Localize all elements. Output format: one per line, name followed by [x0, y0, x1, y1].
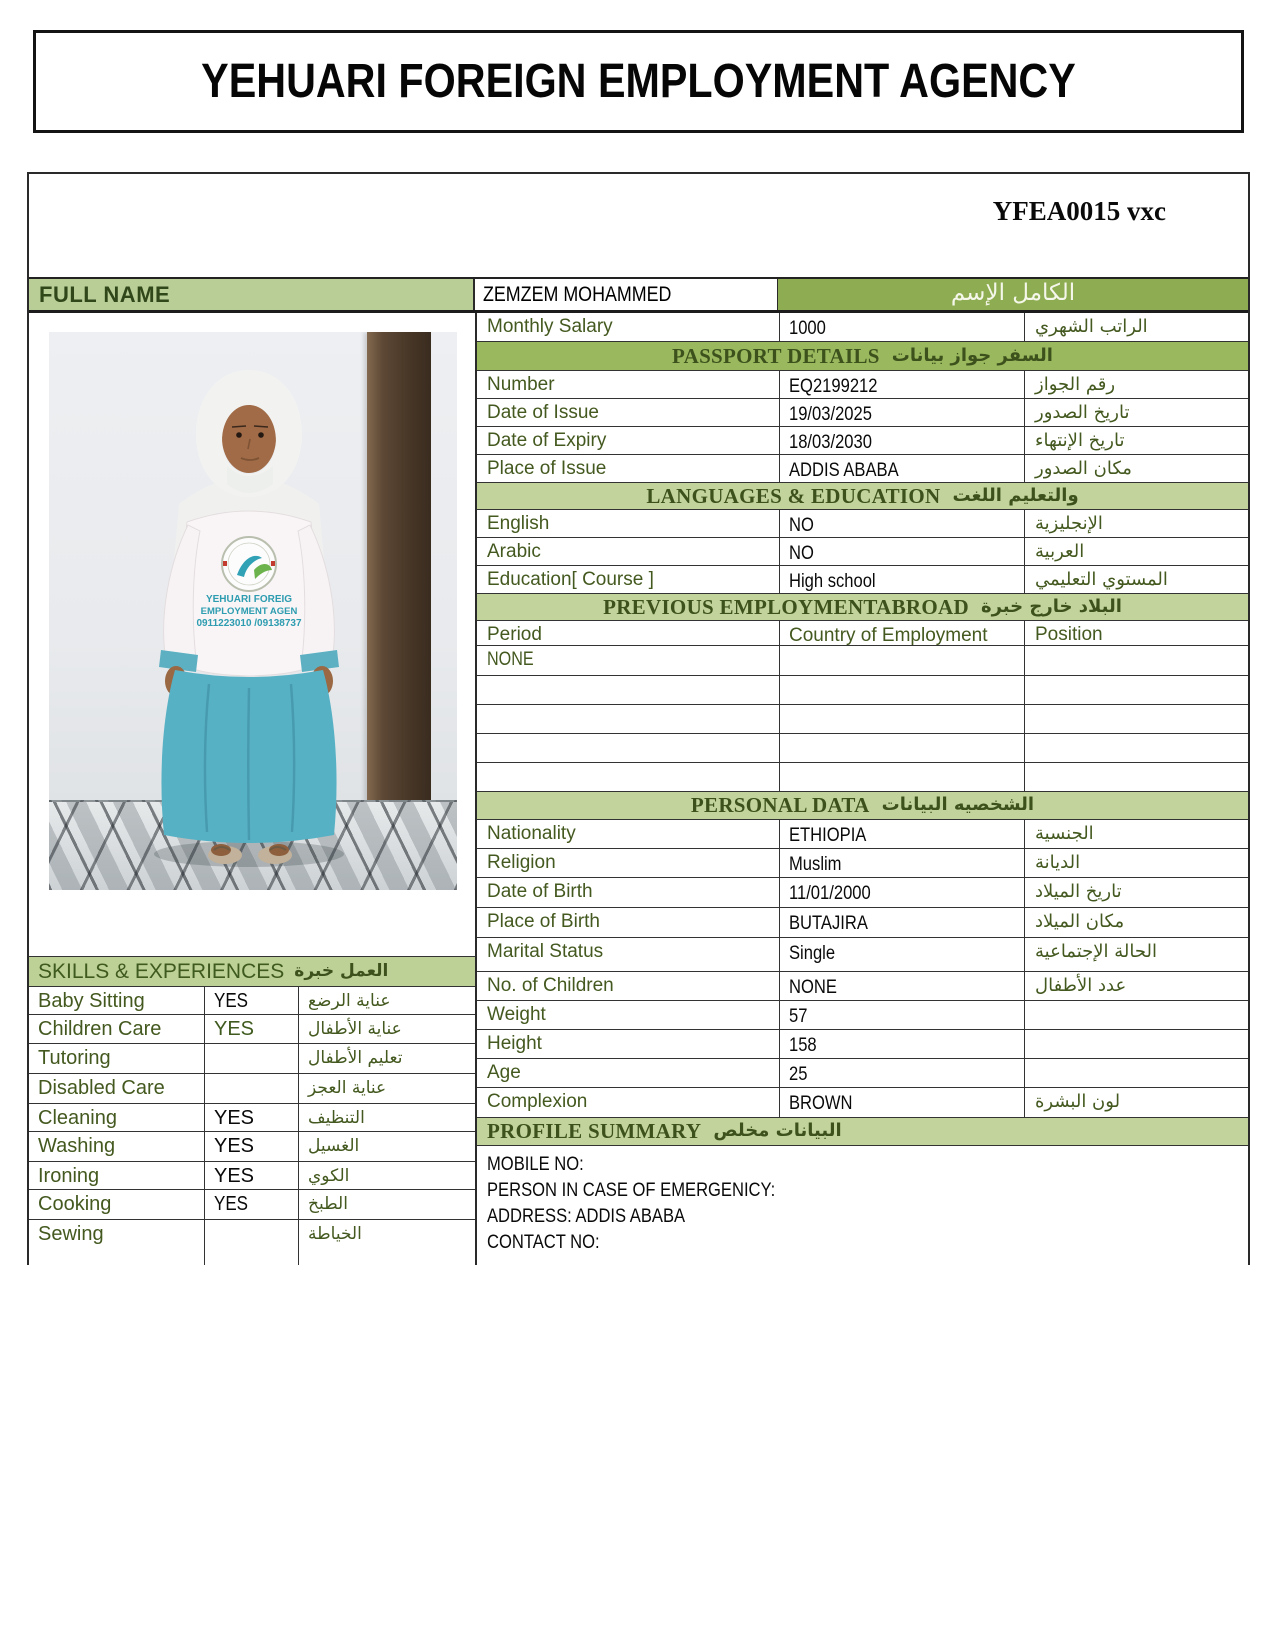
- section-title-arabic: البلاد خارج خبرة: [980, 595, 1122, 617]
- field-label: Height: [477, 1030, 780, 1058]
- field-label-arabic: [1025, 1059, 1248, 1090]
- section-title: LANGUAGES & EDUCATION: [646, 483, 941, 508]
- full-name-row: [29, 279, 1248, 313]
- field-value-cell: [780, 1088, 1025, 1117]
- section-title-arabic: البيانات مخلص: [713, 1120, 842, 1141]
- skill-value-cell: [205, 1104, 299, 1131]
- candidate-figure: [49, 332, 457, 890]
- profile-line-wrap: [487, 1229, 1248, 1255]
- field-label: Marital Status: [477, 938, 780, 971]
- skill-value-cell: [205, 1044, 299, 1073]
- profile-line: MOBILE NO:: [487, 1153, 584, 1175]
- skill-row-cooking: [29, 1190, 475, 1220]
- employment-row: [477, 646, 1248, 676]
- cell: [477, 646, 780, 675]
- skill-row-children-care: [29, 1015, 475, 1044]
- section-title-arabic: الشخصيه البيانات: [881, 794, 1035, 815]
- skill-label-arabic: تعليم الأطفال: [308, 1048, 403, 1068]
- skill-value: YES: [214, 1135, 255, 1157]
- field-value: ETHIOPIA: [789, 824, 867, 846]
- employment-row: [477, 705, 1248, 734]
- skills-section-header: [29, 957, 475, 987]
- field-label-arabic: [1025, 1001, 1248, 1032]
- field-label-arabic: الإنجليزية: [1035, 513, 1103, 534]
- cell: [780, 646, 1025, 675]
- profile-line: PERSON IN CASE OF EMERGENICY:: [487, 1179, 776, 1201]
- skill-label-arabic: الغسيل: [308, 1136, 360, 1156]
- row-arabic: [477, 538, 1248, 566]
- row-english: [477, 510, 1248, 538]
- left-eye: [236, 432, 242, 438]
- field-value: NO: [789, 514, 814, 536]
- cell: [1025, 763, 1248, 794]
- field-value: NO: [789, 542, 814, 564]
- full-name-value-cell: [475, 279, 778, 310]
- skill-value: YES: [214, 1107, 255, 1129]
- skill-value-cell: [205, 1220, 299, 1265]
- skills-header-text: SKILLS & EXPERIENCES: [38, 959, 285, 983]
- profile-line: ADDRESS: ADDIS ABABA: [487, 1205, 686, 1227]
- field-value-cell: [780, 313, 1025, 341]
- floor-shadow: [154, 841, 344, 867]
- column-header: Country of Employment: [789, 625, 988, 646]
- cell: [477, 705, 780, 733]
- skill-label-arabic: عناية العجز: [308, 1078, 387, 1098]
- field-value-cell: [780, 371, 1025, 398]
- field-value-cell: [780, 538, 1025, 565]
- skill-label: Baby Sitting: [29, 987, 205, 1014]
- shirt-text-line1: YEHUARI FOREIG: [205, 594, 293, 605]
- field-value-cell: [780, 566, 1025, 593]
- field-label: Date of Birth: [477, 878, 780, 907]
- skill-value-cell: [205, 1162, 299, 1189]
- field-value-cell: [780, 1030, 1025, 1058]
- skill-value-cell: [205, 1132, 299, 1161]
- field-value: Single: [789, 942, 836, 964]
- cell: [477, 676, 780, 704]
- field-value-cell: [780, 878, 1025, 907]
- section-title: PERSONAL DATA: [690, 793, 870, 817]
- cell: [1025, 705, 1248, 736]
- skill-label: Disabled Care: [29, 1074, 205, 1103]
- field-label-arabic: العربية: [1035, 541, 1085, 562]
- section-languages-education: [477, 483, 1248, 510]
- skill-label-arabic: عناية الأطفال: [308, 1019, 402, 1039]
- field-value-cell: [780, 938, 1025, 971]
- row-marital-status: [477, 938, 1248, 972]
- field-value-cell: [780, 972, 1025, 1000]
- skill-value-cell: [205, 1015, 299, 1043]
- row-monthly-salary: [477, 313, 1248, 342]
- field-label-arabic: الحالة الإجتماعية: [1035, 941, 1157, 962]
- full-name-label-arabic: الكامل الإسم: [778, 279, 1248, 310]
- field-label: Arabic: [477, 538, 780, 565]
- section-previous-employmentabroad: [477, 594, 1248, 621]
- details-table: [477, 313, 1248, 1265]
- field-value-cell: [780, 849, 1025, 877]
- field-label: Nationality: [477, 820, 780, 848]
- field-value: 57: [789, 1005, 808, 1027]
- field-label: Monthly Salary: [477, 313, 780, 341]
- field-label-arabic: الديانة: [1035, 852, 1081, 873]
- section-title: PROFILE SUMMARY: [487, 1119, 702, 1143]
- section-profile-summary: [477, 1118, 1248, 1146]
- skill-row-tutoring: [29, 1044, 475, 1074]
- candidate-photo: [49, 332, 457, 890]
- employment-row: [477, 734, 1248, 763]
- field-value-cell: [780, 1001, 1025, 1029]
- section-title-arabic: والتعليم اللغت: [952, 484, 1079, 506]
- cell: [780, 705, 1025, 733]
- skill-label: Ironing: [29, 1162, 205, 1189]
- right-eye: [258, 432, 264, 438]
- section-passport-details: [477, 342, 1248, 371]
- profile-line-wrap: [487, 1177, 1248, 1203]
- skill-row-washing: [29, 1132, 475, 1162]
- field-label-arabic: رقم الجواز: [1035, 374, 1116, 395]
- skill-label-arabic: التنظيف: [308, 1108, 365, 1128]
- full-name-text: ZEMZEM MOHAMMED: [483, 283, 672, 306]
- skill-row-sewing: [29, 1220, 475, 1265]
- row-education-course: [477, 566, 1248, 594]
- skill-row-ironing: [29, 1162, 475, 1190]
- cv-sheet: [27, 172, 1250, 1265]
- skill-value: YES: [214, 1193, 249, 1215]
- field-label-arabic: الراتب الشهري: [1035, 316, 1148, 337]
- skill-value: YES: [214, 990, 249, 1012]
- skill-value-cell: [205, 1074, 299, 1103]
- cv-table: [29, 277, 1248, 1265]
- skill-label: Children Care: [29, 1015, 205, 1043]
- field-label: Place of Birth: [477, 908, 780, 937]
- field-value: 19/03/2025: [789, 403, 872, 425]
- field-label: Weight: [477, 1001, 780, 1029]
- field-value: High school: [789, 570, 876, 592]
- cell: [1025, 676, 1248, 707]
- skill-value: YES: [214, 1165, 255, 1187]
- row-nationality: [477, 820, 1248, 849]
- field-label-arabic: تاريخ الميلاد: [1035, 881, 1122, 902]
- field-label: Age: [477, 1059, 780, 1087]
- row-weight: [477, 1001, 1248, 1030]
- skill-row-cleaning: [29, 1104, 475, 1132]
- skill-label-arabic: الخياطة: [308, 1224, 362, 1244]
- row-date-of-expiry: [477, 427, 1248, 455]
- row-no-of-children: [477, 972, 1248, 1001]
- row-number: [477, 371, 1248, 399]
- section-personal-data: [477, 792, 1248, 820]
- cell: [780, 763, 1025, 791]
- cell: [780, 734, 1025, 762]
- field-value: 18/03/2030: [789, 431, 872, 453]
- field-label-arabic: المستوي التعليمي: [1035, 569, 1168, 590]
- field-value: 11/01/2000: [789, 882, 871, 904]
- skill-label-arabic: الطبخ: [308, 1194, 348, 1214]
- cell: [780, 621, 1025, 645]
- skill-row-baby-sitting: [29, 987, 475, 1015]
- skill-row-disabled-care: [29, 1074, 475, 1104]
- full-name-label: FULL NAME: [29, 279, 475, 310]
- cell: [477, 621, 780, 645]
- cell: [1025, 734, 1248, 765]
- cell: [780, 676, 1025, 704]
- shirt-text-line3: 0911223010 /09138737: [196, 618, 302, 629]
- cell: [477, 734, 780, 762]
- field-label-arabic: مكان الصدور: [1035, 458, 1132, 479]
- field-value: BROWN: [789, 1092, 853, 1114]
- field-value-cell: [780, 399, 1025, 426]
- field-value-cell: [780, 510, 1025, 537]
- field-value: EQ2199212: [789, 375, 878, 397]
- field-label: Education[ Course ]: [477, 566, 780, 593]
- field-label-arabic: مكان الميلاد: [1035, 911, 1125, 932]
- field-label-arabic: تاريخ الصدور: [1035, 402, 1130, 423]
- logo-red-mark-left: [223, 561, 227, 566]
- cell: [477, 763, 780, 791]
- field-label: Date of Expiry: [477, 427, 780, 454]
- field-value-cell: [780, 427, 1025, 454]
- columns-header-row: [477, 621, 1248, 646]
- field-label: Date of Issue: [477, 399, 780, 426]
- skill-label-arabic: عناية الرضع: [308, 991, 391, 1011]
- field-label: English: [477, 510, 780, 537]
- field-label: Place of Issue: [477, 455, 780, 482]
- skill-label: Tutoring: [29, 1044, 205, 1073]
- field-value: Muslim: [789, 853, 842, 875]
- field-value: ADDIS ABABA: [789, 459, 899, 481]
- row-religion: [477, 849, 1248, 878]
- agency-title-box: [33, 30, 1244, 133]
- cell: [1025, 646, 1248, 678]
- field-label: Number: [477, 371, 780, 398]
- row-age: [477, 1059, 1248, 1088]
- row-place-of-issue: [477, 455, 1248, 483]
- row-date-of-birth: [477, 878, 1248, 908]
- row-height: [477, 1030, 1248, 1059]
- field-value: NONE: [789, 976, 837, 998]
- field-label: Complexion: [477, 1088, 780, 1117]
- logo-red-mark-right: [271, 561, 275, 566]
- field-label: No. of Children: [477, 972, 780, 1000]
- field-label: Religion: [477, 849, 780, 877]
- field-value: 158: [789, 1034, 817, 1056]
- left-column: [29, 313, 477, 1265]
- skill-label: Cooking: [29, 1190, 205, 1219]
- skills-table: [29, 987, 475, 1265]
- profile-summary-content: [477, 1146, 1248, 1265]
- row-complexion: [477, 1088, 1248, 1118]
- skill-value-cell: [205, 1190, 299, 1219]
- field-label-arabic: الجنسية: [1035, 823, 1094, 844]
- field-label-arabic: [1025, 1030, 1248, 1061]
- field-value-cell: [780, 820, 1025, 848]
- field-value-cell: [780, 455, 1025, 482]
- section-title: PREVIOUS EMPLOYMENTABROAD: [603, 594, 969, 619]
- employment-row: [477, 676, 1248, 705]
- skill-value: YES: [214, 1018, 255, 1040]
- column-header: Period: [487, 624, 542, 645]
- field-value-cell: [780, 908, 1025, 937]
- profile-line-wrap: [487, 1151, 1248, 1177]
- photo-cell: [29, 313, 475, 957]
- field-value-cell: [780, 1059, 1025, 1087]
- skill-label: Sewing: [29, 1220, 205, 1265]
- field-value: 25: [789, 1063, 808, 1085]
- skill-label: Cleaning: [29, 1104, 205, 1131]
- field-label-arabic: لون البشرة: [1035, 1091, 1121, 1112]
- field-value: 1000: [789, 317, 826, 339]
- profile-line: CONTACT NO:: [487, 1231, 600, 1253]
- table-body: [29, 313, 1248, 1265]
- reference-code: YFEA0015 vxc: [992, 196, 1166, 226]
- section-title-arabic: السفر جواز بيانات: [891, 344, 1053, 366]
- field-value: BUTAJIRA: [789, 912, 868, 934]
- skill-value-cell: [205, 987, 299, 1014]
- column-header: Position: [1035, 624, 1103, 645]
- cell: [1025, 621, 1248, 648]
- skill-label-arabic: الكوي: [308, 1166, 350, 1186]
- row-place-of-birth: [477, 908, 1248, 938]
- row-date-of-issue: [477, 399, 1248, 427]
- cell-value: NONE: [487, 649, 534, 670]
- profile-line-wrap: [487, 1203, 1248, 1229]
- field-label-arabic: عدد الأطفال: [1035, 975, 1127, 996]
- skills-header-arabic: العمل خبرة: [294, 960, 389, 981]
- agency-title: YEHUARI FOREIGN EMPLOYMENT AGENCY: [201, 55, 1076, 108]
- shirt-text-line2: EMPLOYMENT AGEN: [200, 606, 298, 617]
- field-label-arabic: تاريخ الإنتهاء: [1035, 430, 1125, 451]
- employment-row: [477, 763, 1248, 792]
- skill-label: Washing: [29, 1132, 205, 1161]
- section-title: PASSPORT DETAILS: [672, 343, 880, 368]
